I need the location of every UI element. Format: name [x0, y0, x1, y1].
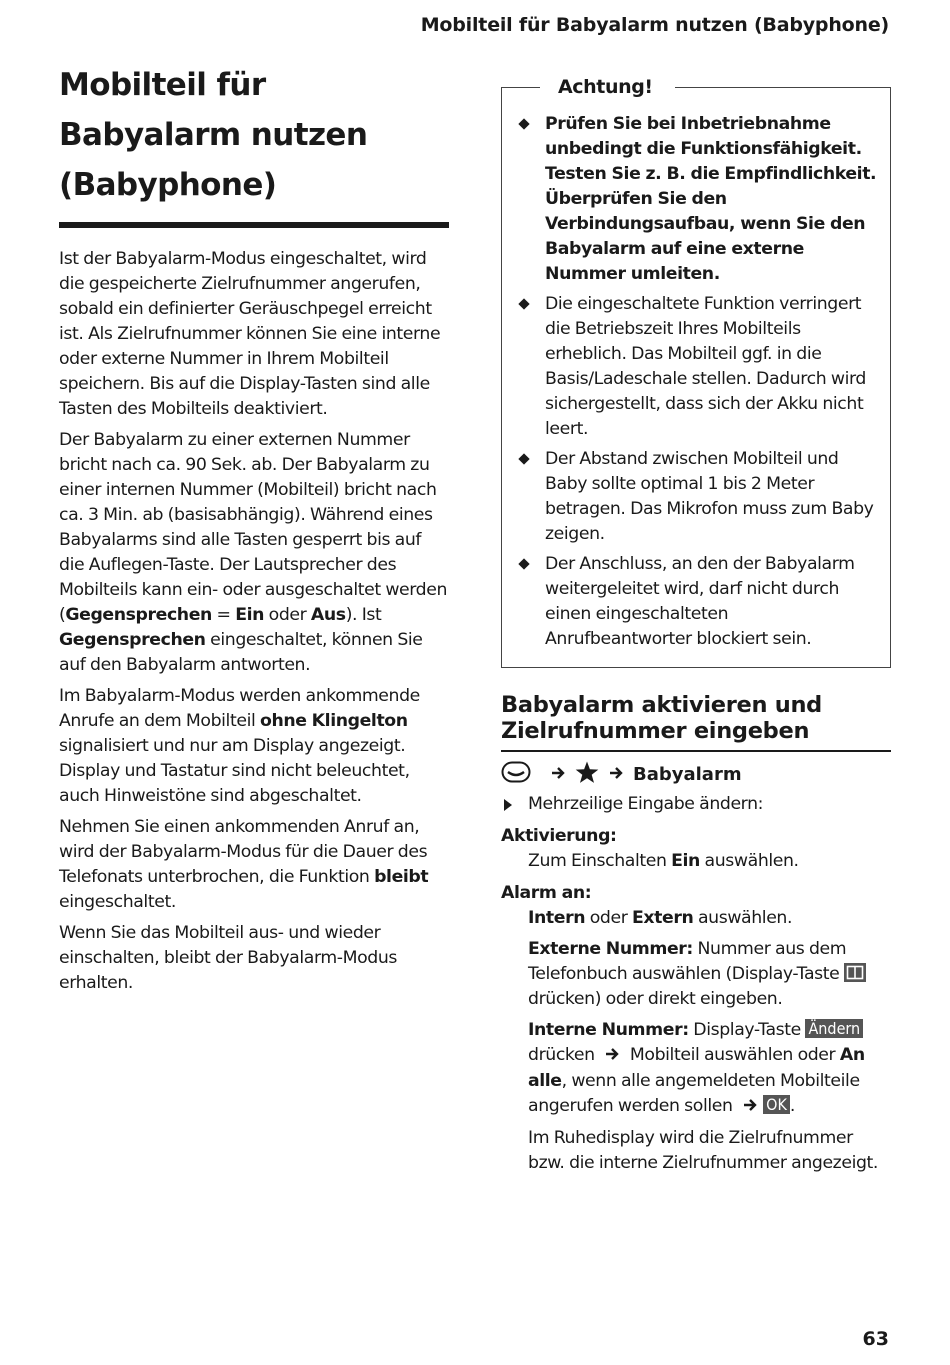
- aktivierung-label: Aktivierung:: [501, 825, 617, 846]
- idle-display-text: Im Ruhedisplay wird die Zielrufnummer bzw. die interne Zielrufnummer angezeigt.: [528, 1127, 879, 1173]
- right-column: [501, 70, 891, 1176]
- external-number-text: Externe Nummer: Nummer aus dem Telefonbuch auswählen (Display-Taste drücken) oder direkt eingeben.: [501, 937, 891, 1012]
- intro-paragraph: Ist der Babyalarm-Modus eingeschaltet, wird die gespeicherte Zielrufnummer angerufen, sobald ein definierter Geräuschpegel erreicht ist. Als Zielrufnummer können Sie eine interne oder externe Nummer in Ihrem Mobilteil speichern. Bis auf die Display-Tasten sind alle Tasten des Mobilteils deaktiviert.: [59, 249, 441, 419]
- phonebook-key-icon: [844, 963, 866, 982]
- arrow-right-icon: [605, 1044, 619, 1069]
- menu-key-icon: [501, 761, 531, 788]
- page-number: 63: [862, 1328, 889, 1350]
- display-key-aendern: Ändern: [805, 1019, 863, 1038]
- accept-call-paragraph: Nehmen Sie einen ankommenden Anruf an, wird der Babyalarm-Modus für die Dauer des Telefonats unterbrochen, die Funktion bleibt eingeschaltet.: [59, 817, 429, 912]
- diamond-bullet-icon: [518, 453, 529, 464]
- alarm-an-label: Alarm an:: [501, 882, 592, 903]
- diamond-bullet-icon: [518, 558, 529, 569]
- section-heading: Babyalarm aktivieren und Zielrufnummer eingeben: [501, 692, 822, 744]
- warning-box: [501, 76, 891, 668]
- menu-path: [501, 762, 891, 788]
- arrow-right-icon: [743, 1095, 757, 1120]
- warning-item: Die eingeschaltete Funktion verringert die Betriebszeit Ihres Mobilteils erheblich. Das Mobilteil ggf. in die Basis/Ladeschale stellen. Dadurch wird sichergestellt, dass sich der Akku nicht leert.: [516, 292, 878, 442]
- triangle-bullet-icon: [504, 799, 512, 811]
- display-key-ok: OK: [763, 1095, 790, 1114]
- diamond-bullet-icon: [518, 298, 529, 309]
- warning-list: [516, 112, 878, 652]
- warning-item: Der Abstand zwischen Mobilteil und Baby sollte optimal 1 bis 2 Meter betragen. Das Mikrofon muss zum Baby zeigen.: [516, 447, 878, 547]
- title-rule: [59, 222, 449, 228]
- arrow-right-icon: [551, 764, 565, 785]
- aktivierung-text: Zum Einschalten Ein auswählen.: [528, 850, 799, 871]
- incoming-calls-paragraph: Im Babyalarm-Modus werden ankommende Anrufe an dem Mobilteil ohne Klingelton signalisiert und nur am Display angezeigt. Display und Tastatur sind nicht beleuchtet, auch Hinweistöne sind abgeschaltet.: [59, 686, 420, 806]
- internal-number-text: Interne Nummer: Display-Taste Ändern drücken Mobilteil auswählen oder An alle, wenn alle angemeldeten Mobilteile angerufen werden sollen OK .: [501, 1018, 891, 1120]
- timeout-paragraph: Der Babyalarm zu einer externen Nummer bricht nach ca. 90 Sek. ab. Der Babyalarm zu einer internen Nummer (Mobilteil) bricht nach ca. 3 Min. ab (basisabhängig). Während eines Babyalarms sind alle Tasten gesperrt bis auf die Auflegen-Taste. Der Lautsprecher des Mobilteils kann ein- oder ausgeschaltet werden (Gegensprechen = Ein oder Aus). Ist Gegensprechen eingeschaltet, können Sie auf den Babyalarm antworten.: [59, 430, 448, 675]
- alarm-an-text: Intern oder Extern auswählen.: [528, 907, 793, 928]
- warning-title: Achtung!: [540, 73, 675, 101]
- section-rule: [501, 750, 891, 752]
- warning-item: Prüfen Sie bei Inbetriebnahme unbedingt die Funktionsfähigkeit. Testen Sie z. B. die Empfindlichkeit. Überprüfen Sie den Verbindungsaufbau, wenn Sie den Babyalarm auf eine externe Nummer umleiten.: [516, 112, 878, 287]
- left-column: [59, 60, 449, 1002]
- warning-item: Der Anschluss, an den der Babyalarm weitergeleitet wird, darf nicht durch einen eingeschalteten Anrufbeantworter blockiert sein.: [516, 552, 878, 652]
- menu-target: Babyalarm: [633, 764, 742, 785]
- power-cycle-paragraph: Wenn Sie das Mobilteil aus- und wieder einschalten, bleibt der Babyalarm-Modus erhalten.: [59, 923, 398, 993]
- page-title: Mobilteil für Babyalarm nutzen (Babyphone): [59, 67, 368, 203]
- star-icon: [575, 761, 599, 789]
- running-header: Mobilteil für Babyalarm nutzen (Babyphone): [420, 14, 889, 36]
- diamond-bullet-icon: [518, 118, 529, 129]
- instruction-step: Mehrzeilige Eingabe ändern:: [501, 792, 891, 817]
- arrow-right-icon: [609, 764, 623, 785]
